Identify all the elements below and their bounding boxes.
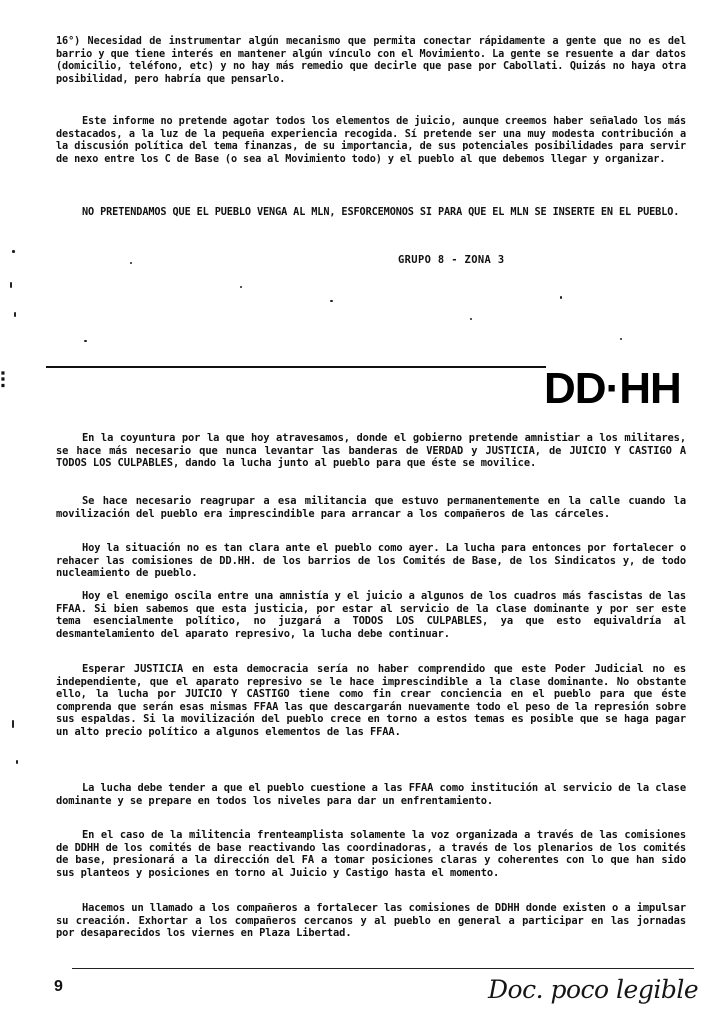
- scan-speck: [84, 340, 87, 342]
- ddhh-paragraph-8: Hacemos un llamado a los compañeros a fortalecer las comisiones de DDHH donde existen o a impulsar su creación. Exhortar a los compañeros cercanos y al pueblo en general a participar en las jornadas por desaparecidos los viernes en Plaza Libertad.: [56, 902, 686, 940]
- handwritten-note: Doc. poco legible: [488, 975, 699, 1004]
- ddhh-paragraph-5: Esperar JUSTICIA en esta democracia sería no haber comprendido que este Poder Judicial no es independiente, que el aparato represivo se le hace imprescindible a la clase dominante. No obstante ello, la lucha por JUICIO Y CASTIGO tiene como fin crear conciencia en el pueblo para que éste comprenda que serán esas mismas FFAA las que descargarán nuevamente todo el peso de la represión sobre sus espaldas. Si la movilización del pueblo crece en torno a estos temas es posible que se haga pagar un alto precio político a algunos elementos de las FFAA.: [56, 663, 686, 738]
- ddhh-paragraph-6: La lucha debe tender a que el pueblo cuestione a las FFAA como institución al servicio de la clase dominante y se prepare en todos los niveles para dar un enfrentamiento.: [56, 782, 686, 807]
- scan-speck: [560, 296, 562, 299]
- section-divider: [46, 366, 546, 368]
- page-number: 9: [54, 978, 63, 995]
- scan-speck: [620, 338, 622, 340]
- ddhh-paragraph-3: Hoy la situación no es tan clara ante el pueblo como ayer. La lucha para entonces por fortalecer o rehacer las comisiones de DD.HH. de los barrios de los Comités de Base, de los Sindicatos y, de todo nucleamiento de pueblo.: [56, 542, 686, 580]
- scan-speck: [130, 262, 132, 264]
- scan-speck: [12, 250, 15, 253]
- paragraph-16: 16°) Necesidad de instrumentar algún mecanismo que permita conectar rápidamente a gente que no es del barrio y que tiene interés en mantener algún vínculo con el Movimiento. La gente se resuente a dar datos (domicilio, teléfono, etc) y no hay más remedio que decirle que pase por Cabollati. Quizás no haya otra posibilidad, pero habría que pensarlo.: [56, 36, 686, 85]
- paragraph-slogan: NO PRETENDAMOS QUE EL PUEBLO VENGA AL MLN, ESFORCEMONOS SI PARA QUE EL MLN SE INSERTE EN EL PUEBLO.: [82, 207, 680, 218]
- scan-speck: [470, 318, 472, 320]
- scan-speck: [16, 760, 18, 764]
- scan-speck: [330, 300, 333, 302]
- group-signature: GRUPO 8 - ZONA 3: [398, 254, 505, 266]
- ddhh-paragraph-1: En la coyuntura por la que hoy atravesamos, donde el gobierno pretende amnistiar a los militares, se hace más necesario que nunca levantar las banderas de VERDAD y JUSTICIA, de JUICIO Y CASTIGO A TODOS LOS CULPABLES, dando la lucha junto al pueblo para que éste se movilice.: [56, 432, 686, 470]
- ddhh-paragraph-7: En el caso de la militencia frenteamplista solamente la voz organizada a través de las comisiones de DDHH de los comités de base reactivando las coordinadoras, a través de los plenarios de los comités de base, presionará a la dirección del FA a tomar posiciones claras y coherentes con lo que han sido sus planteos y posiciones en torno al Juicio y Castigo hasta el momento.: [56, 829, 686, 879]
- ddhh-paragraph-2: Se hace necesario reagrupar a esa militancia que estuvo permanentemente en la calle cuando la movilización del pueblo era imprescindible para arrancar a los compañeros de las cárceles.: [56, 495, 686, 520]
- section-title: DD·HH: [544, 364, 681, 413]
- paragraph-report-closing: Este informe no pretende agotar todos los elementos de juicio, aunque creemos haber señalado los más destacados, a la luz de la pequeña experiencia recogida. Sí pretende ser una muy modesta contribución a la discusión política del tema finanzas, de su importancia, de sus potenciales posibilidades para servir de nexo entre los C de Base (o sea al Movimiento todo) y el pueblo al que debemos llegar y organizar.: [56, 116, 686, 165]
- margin-mark: ⫶: [0, 368, 6, 393]
- scan-speck: [14, 312, 16, 317]
- scan-speck: [240, 286, 242, 288]
- scan-speck: [12, 720, 14, 728]
- ddhh-paragraph-4: Hoy el enemigo oscila entre una amnistía y el juicio a algunos de los cuadros más fascistas de las FFAA. Si bien sabemos que esta justicia, por estar al servicio de la clase dominante y por ser este tema esencialmente político, no juzgará a TODOS LOS CULPABLES, ya que esto equivaldría al desmantelamiento del aparato represivo, la lucha debe continuar.: [56, 590, 686, 640]
- footer-rule: [72, 968, 694, 969]
- scan-speck: [10, 282, 12, 288]
